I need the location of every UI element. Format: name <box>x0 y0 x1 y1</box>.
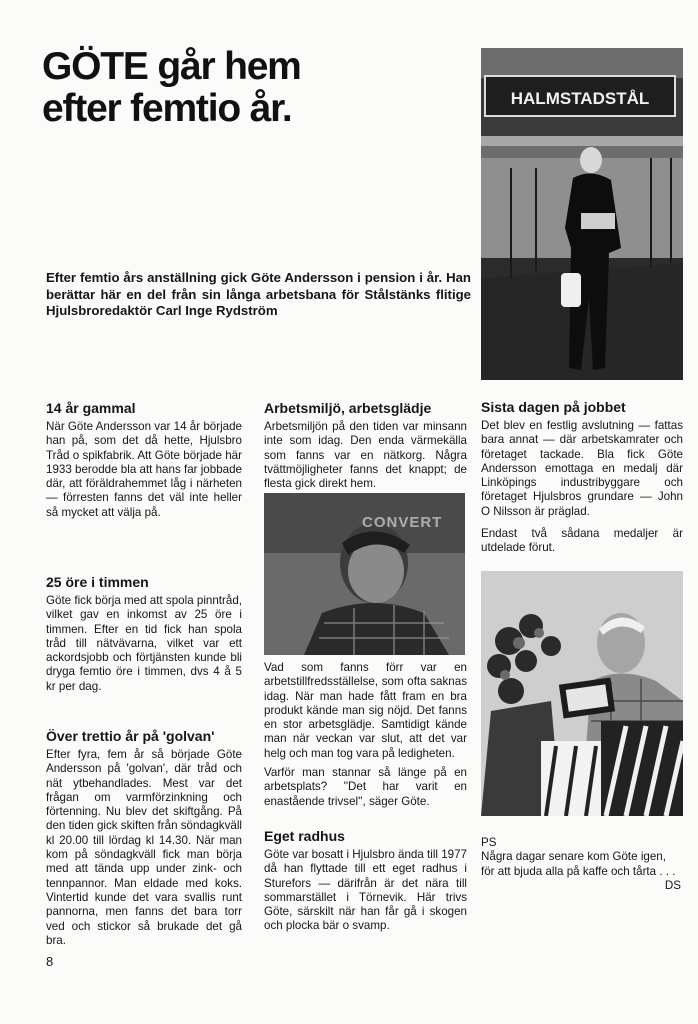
ps-body: Några dagar senare kom Göte igen, för att bjuda alla på kaffe och tårta . . . <box>481 850 676 878</box>
section-heading: Sista dagen på jobbet <box>481 399 626 415</box>
section-body: Vad som fanns förr var en arbetstillfredsställelse, som ofta saknas idag. När man hade fått fram en bra produkt kände man sig nöjd. Det fanns en stor arbetsglädje. Samtidigt kände man när veckan var slut, att det var helg och man tog vara på ledigheten. <box>264 661 467 760</box>
section-body: Göte var bosatt i Hjulsbro ända till 1977 då han flyttade till ett eget radhus i Sturefors — därifrån är det nära till sommarstället i Törnevik. Här trivs Göte, särskilt när han får gå i skogen och plocka bär o svamp. <box>264 848 468 933</box>
section-sista-dagen <box>481 399 683 556</box>
headline-line-2: efter femtio år. <box>42 87 292 130</box>
photo-halmstadstal <box>481 48 683 380</box>
headline-line-1: GÖTE går hem <box>42 45 301 88</box>
postscript <box>481 836 681 893</box>
section-body: När Göte Andersson var 14 år började han på, som det då hette, Hjulsbro Tråd o spikfabrik. Att Göte började här 1933 berodde bla att hans far jobbade där, att föräldrahemmet låg i närheten — förresten fanns det väl inte heller så mycket att välja på. <box>46 420 242 519</box>
sign-text: HALMSTADSTÅL <box>510 89 650 108</box>
page-number: 8 <box>46 954 54 969</box>
section-body: Arbetsmiljön på den tiden var minsann inte som idag. Den enda värmekälla som fanns var en nätkorg. Några tvättmöjligheter fanns det knappt; de flesta gick direkt hem. <box>264 420 467 491</box>
ps-signature: DS <box>664 878 681 892</box>
section-body: Endast två sådana medaljer är utdelade förut. <box>481 527 683 555</box>
watermark-text: CONVERT <box>362 514 443 531</box>
section-eget-radhus <box>264 828 467 934</box>
section-14-ar-gammal <box>46 400 242 520</box>
section-heading: Arbetsmiljö, arbetsglädje <box>264 400 432 416</box>
ps-label: PS <box>481 836 497 849</box>
section-heading: Eget radhus <box>264 828 345 844</box>
photo-medal <box>481 571 683 816</box>
headline <box>42 46 301 130</box>
section-body: Efter fyra, fem år så började Göte Andersson på 'golvan', där tråd och nät ytbehandlades. Mest var det frågan om varmförzinkning och förtenning. Nu blev det skiftgång. På den tiden gick skiften från söndagkväll kl 20.00 till lördag kl 14.30. När man kom på söndagkväll fick man börja med att tända upp under zink- och tennpannor. Man eldade med koks. Vintertid kunde det vara svallis runt pannorna, men fanns det bara torr ved och stickor så brukade det gå bra. <box>46 748 242 947</box>
section-body: Varför man stannar så länge på en arbetsplats? ''Det har varit en enastående trivsel'', säger Göte. <box>264 766 467 808</box>
section-body: Göte fick börja med att spola pinntråd, vilket gav en inkomst av 25 öre i timmen. Efter en tid fick han spola tråd till nätvävarna, vilket var ett ackordsjobb och förtjänsten kunde bli dryga femtio öre i timmen, dvs 4 å 5 kr per dag. <box>46 594 242 693</box>
section-25-ore <box>46 574 242 694</box>
section-arbetsgladje-cont <box>264 661 467 809</box>
section-golvan <box>46 728 242 948</box>
section-heading: Över trettio år på 'golvan' <box>46 728 215 744</box>
intro-paragraph: Efter femtio års anställning gick Göte Andersson i pension i år. Han berättar här en del från sin långa arbetsbana för Stålstänks flitige Hjulsbroredaktör Carl Inge Rydström <box>46 270 471 318</box>
section-heading: 14 år gammal <box>46 400 136 416</box>
section-heading: 25 öre i timmen <box>46 574 149 590</box>
section-arbetsmiljo <box>264 400 467 491</box>
section-body: Det blev en festlig avslutning — fattas bara annat — där arbetskamrater och företaget tackade. Bla fick Göte Andersson emottaga en medalj där Linköpings industribyggare och företaget Hjulsbros grundare — John O Nilsson är präglad. <box>481 419 683 518</box>
